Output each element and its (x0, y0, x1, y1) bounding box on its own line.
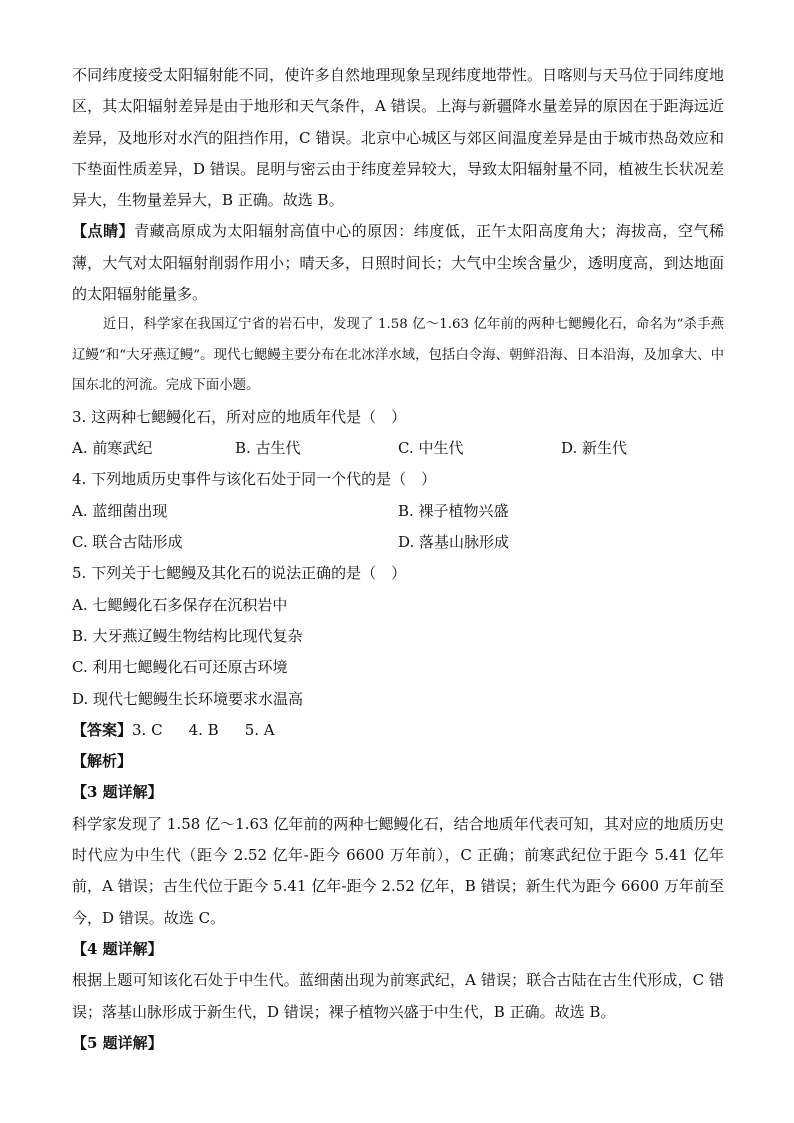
q4-option-c: C. 联合古陆形成 (72, 533, 183, 552)
q5-option-d: D. 现代七鳃鳗生长环境要求水温高 (72, 689, 304, 708)
q5-option-b: B. 大牙燕辽鳗生物结构比现代复杂 (72, 626, 303, 645)
explanation-paragraph: 不同纬度接受太阳辐射能不同，使许多自然地理现象呈现纬度地带性。日喀则与天马位于同纬度地区，其太阳辐射差异是由于地形和天气条件，A 错误。上海与新疆降水量差异的原因在于距海远近差异，及地形对水汽的阻挡作用，C 错误。北京中心城区与郊区间温度差异是由于城市热岛效应和下垫面性质差异，D 错误。昆明与密云由于纬度差异较大，导致太阳辐射量不同，植被生长状况差异大，生物量差异大，B 正确。故选 B。 (72, 66, 724, 210)
question-5-stem: 5. 下列关于七鳃鳗及其化石的说法正确的是（ ） (72, 564, 407, 583)
answer-5: 5. A (244, 720, 275, 739)
dianjing-paragraph (72, 216, 724, 310)
dianjing-text: 青藏高原成为太阳辐射高值中心的原因：纬度低，正午太阳高度角大；海拔高，空气稀薄，大气对太阳辐射削弱作用小；晴天多，日照时间长；大气中尘埃含量少，透明度高，到达地面的太阳辐射能量多。 (72, 222, 724, 304)
detail-3-text: 科学家发现了 1.58 亿～1.63 亿年前的两种七鳃鳗化石，结合地质年代表可知，其对应的地质历史时代应为中生代（距今 2.52 亿年-距今 6600 万年前），C 正确；前寒武纪位于距今 5.41 亿年前，A 错误；古生代位于距今 5.41 亿年-距今 2.52 亿年，B 错误；新生代为距今 6600 万年前至今，D 错误。故选 C。 (72, 814, 724, 927)
q4-option-a: A. 蓝细菌出现 (72, 501, 168, 520)
answer-4: 4. B (188, 720, 219, 739)
detail-4-label: 【4 题详解】 (72, 939, 163, 958)
q4-option-d: D. 落基山脉形成 (398, 533, 510, 552)
question-3-stem: 3. 这两种七鳃鳗化石，所对应的地质年代是（ ） (72, 407, 407, 426)
q3-option-d: D. 新生代 (561, 439, 628, 458)
detail-3-label: 【3 题详解】 (72, 783, 163, 802)
analysis-label: 【解析】 (72, 752, 133, 771)
answer-label: 【答案】 (72, 720, 133, 739)
answer-row (72, 715, 724, 746)
q3-option-c: C. 中生代 (398, 439, 464, 458)
dianjing-label: 【点睛】 (72, 222, 135, 241)
question-4-options-row-1 (72, 496, 724, 527)
reading-passage: 近日，科学家在我国辽宁省的岩石中，发现了 1.58 亿～1.63 亿年前的两种七鳃鳗化石，命名为“杀手燕辽鳗”和“大牙燕辽鳗”。现代七鳃鳗主要分布在北冰洋水域，包括白令海、朝鲜沿海、日本沿海，及加拿大、中国东北的河流。完成下面小题。 (72, 317, 724, 394)
answer-3: 3. C (132, 720, 163, 739)
q4-option-b: B. 裸子植物兴盛 (398, 501, 509, 520)
q5-option-a: A. 七鳃鳗化石多保存在沉积岩中 (72, 595, 288, 614)
question-4-options-row-2 (72, 527, 724, 558)
detail-5-label: 【5 题详解】 (72, 1033, 163, 1052)
document-page (72, 60, 724, 1059)
detail-4-text: 根据上题可知该化石处于中生代。蓝细菌出现为前寒武纪，A 错误；联合古陆在古生代形成，C 错误；落基山脉形成于新生代，D 错误；裸子植物兴盛于中生代，B 正确。故选 B。 (72, 971, 724, 1021)
q5-option-c: C. 利用七鳃鳗化石可还原古环境 (72, 658, 288, 677)
q3-option-b: B. 古生代 (235, 439, 301, 458)
q3-option-a: A. 前寒武纪 (72, 439, 153, 458)
question-3-options (72, 433, 724, 464)
question-4-stem: 4. 下列地质历史事件与该化石处于同一个代的是（ ） (72, 470, 437, 489)
